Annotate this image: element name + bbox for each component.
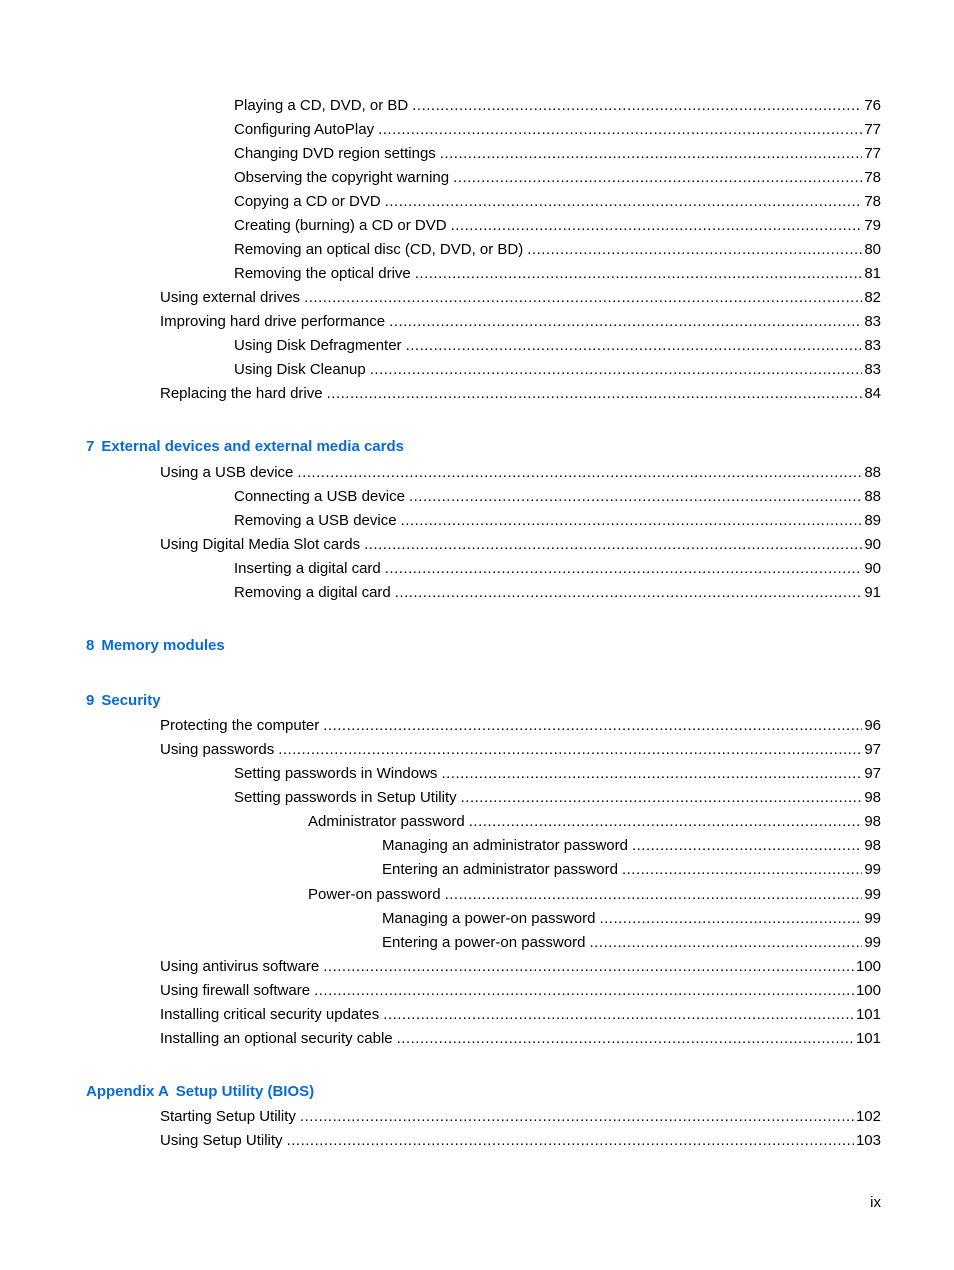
toc-entry-title: Using Disk Cleanup	[234, 361, 366, 378]
toc-entry-title: Protecting the computer	[160, 717, 320, 734]
dot-leader	[300, 1107, 854, 1127]
toc-entry[interactable]	[234, 336, 881, 356]
toc-page-number: 77	[864, 145, 881, 162]
chapter-title: External devices and external media cards	[101, 438, 404, 455]
toc-entry-title: Using Disk Defragmenter	[234, 337, 402, 354]
toc-page-number: 83	[864, 313, 881, 330]
toc-entry-title: Power-on password	[308, 886, 441, 903]
toc-entry[interactable]	[234, 559, 881, 579]
dot-leader	[461, 788, 863, 808]
toc-page-number: 99	[864, 934, 881, 951]
toc-page-number: 98	[864, 837, 881, 854]
toc-page-number: 80	[864, 241, 881, 258]
toc-entry[interactable]	[160, 1107, 881, 1127]
toc-entry[interactable]	[160, 957, 881, 977]
chapter-heading[interactable]	[86, 437, 404, 457]
toc-page-number: 89	[864, 512, 881, 529]
toc-page-number: 78	[864, 193, 881, 210]
toc-entry-title: Administrator password	[308, 813, 465, 830]
toc-entry[interactable]	[234, 511, 881, 531]
toc-entry[interactable]	[234, 487, 881, 507]
chapter-title: Setup Utility (BIOS)	[175, 1083, 315, 1100]
dot-leader	[304, 288, 862, 308]
dot-leader	[314, 981, 854, 1001]
chapter-heading[interactable]	[86, 636, 225, 656]
toc-entry[interactable]	[234, 96, 881, 116]
dot-leader	[397, 1029, 854, 1049]
dot-leader	[323, 957, 854, 977]
toc-entry-title: Installing an optional security cable	[160, 1030, 393, 1047]
toc-page-number: 91	[864, 584, 881, 601]
toc-entry-title: Using passwords	[160, 741, 275, 758]
toc-entry-title: Managing an administrator password	[382, 837, 628, 854]
toc-page-number: 81	[864, 265, 881, 282]
chapter-title: Memory modules	[101, 637, 225, 654]
toc-page-number: 83	[864, 361, 881, 378]
toc-page-number: 97	[864, 741, 881, 758]
toc-page-number: 84	[864, 385, 881, 402]
dot-leader	[441, 764, 862, 784]
dot-leader	[451, 216, 863, 236]
toc-entry-title: Using Setup Utility	[160, 1132, 283, 1149]
toc-entry[interactable]	[160, 1131, 881, 1151]
toc-entry[interactable]	[234, 240, 881, 260]
toc-page-number: 77	[864, 121, 881, 138]
toc-entry-title: Playing a CD, DVD, or BD	[234, 97, 409, 114]
dot-leader	[401, 511, 863, 531]
toc-entry[interactable]	[160, 1005, 881, 1025]
toc-entry[interactable]	[160, 716, 881, 736]
dot-leader	[395, 583, 863, 603]
toc-page-number: 99	[864, 861, 881, 878]
toc-page-number: 98	[864, 813, 881, 830]
dot-leader	[364, 535, 862, 555]
chapter-number: Appendix A	[86, 1083, 169, 1100]
toc-page-number: 83	[864, 337, 881, 354]
dot-leader	[406, 336, 863, 356]
toc-page-number: 88	[864, 464, 881, 481]
dot-leader	[389, 312, 862, 332]
toc-entry-title: Using antivirus software	[160, 958, 320, 975]
toc-entry[interactable]	[234, 144, 881, 164]
toc-entry-title: Entering an administrator password	[382, 861, 618, 878]
dot-leader	[327, 384, 863, 404]
dot-leader	[409, 487, 862, 507]
chapter-heading[interactable]	[86, 691, 161, 711]
chapter-number: 9	[86, 692, 95, 709]
toc-page-number: 97	[864, 765, 881, 782]
toc-entry[interactable]	[234, 168, 881, 188]
toc-entry[interactable]	[234, 120, 881, 140]
dot-leader	[385, 192, 863, 212]
toc-entry[interactable]	[234, 583, 881, 603]
toc-entry[interactable]	[160, 463, 881, 483]
toc-entry[interactable]	[160, 312, 881, 332]
toc-entry[interactable]	[160, 1029, 881, 1049]
toc-page-number: 78	[864, 169, 881, 186]
dot-leader	[415, 264, 863, 284]
dot-leader	[440, 144, 863, 164]
toc-entry[interactable]	[308, 885, 881, 905]
dot-leader	[453, 168, 862, 188]
toc-entry-title: Observing the copyright warning	[234, 169, 450, 186]
toc-page-number: 99	[864, 886, 881, 903]
chapter-heading[interactable]	[86, 1082, 314, 1102]
toc-entry-title: Using a USB device	[160, 464, 294, 481]
toc-page-number: 76	[864, 97, 881, 114]
toc-entry-title: Removing the optical drive	[234, 265, 411, 282]
toc-entry-title: Creating (burning) a CD or DVD	[234, 217, 447, 234]
toc-entry[interactable]	[382, 860, 881, 880]
toc-entry-title: Replacing the hard drive	[160, 385, 323, 402]
toc-entry[interactable]	[382, 909, 881, 929]
dot-leader	[383, 1005, 854, 1025]
toc-page-number: 101	[855, 1006, 881, 1023]
toc-entry-title: Inserting a digital card	[234, 560, 381, 577]
dot-leader	[589, 933, 862, 953]
toc-page-number: 82	[864, 289, 881, 306]
dot-leader	[323, 716, 862, 736]
toc-entry-title: Managing a power-on password	[382, 910, 596, 927]
toc-entry-title: Installing critical security updates	[160, 1006, 380, 1023]
chapter-number: 7	[86, 438, 95, 455]
toc-entry[interactable]	[160, 740, 881, 760]
page-number-footer: ix	[870, 1194, 881, 1211]
toc-entry[interactable]	[234, 264, 881, 284]
toc-entry[interactable]	[160, 981, 881, 1001]
toc-entry[interactable]	[234, 192, 881, 212]
toc-entry[interactable]	[308, 812, 881, 832]
dot-leader	[632, 836, 862, 856]
toc-entry-title: Starting Setup Utility	[160, 1108, 296, 1125]
dot-leader	[278, 740, 862, 760]
toc-entry[interactable]	[160, 535, 881, 555]
chapter-title: Security	[101, 692, 161, 709]
toc-page-number: 99	[864, 910, 881, 927]
dot-leader	[527, 240, 862, 260]
dot-leader	[445, 885, 863, 905]
toc-entry-title: Using firewall software	[160, 982, 311, 999]
chapter-number: 8	[86, 637, 95, 654]
dot-leader	[370, 360, 863, 380]
toc-entry[interactable]	[382, 836, 881, 856]
dot-leader	[469, 812, 863, 832]
toc-entry-title: Using Digital Media Slot cards	[160, 536, 361, 553]
toc-entry[interactable]	[234, 764, 881, 784]
toc-entry-title: Removing an optical disc (CD, DVD, or BD)	[234, 241, 524, 258]
dot-leader	[622, 860, 862, 880]
toc-page-number: 96	[864, 717, 881, 734]
toc-entry[interactable]	[382, 933, 881, 953]
toc-page-number: 90	[864, 560, 881, 577]
dot-leader	[287, 1131, 854, 1151]
toc-entry-title: Using external drives	[160, 289, 301, 306]
toc-entry-title: Changing DVD region settings	[234, 145, 436, 162]
toc-entry[interactable]	[160, 384, 881, 404]
toc-entry-title: Entering a power-on password	[382, 934, 586, 951]
toc-page-number: 102	[855, 1108, 881, 1125]
toc-page-number: 90	[864, 536, 881, 553]
toc-entry-title: Removing a digital card	[234, 584, 391, 601]
dot-leader	[385, 559, 863, 579]
toc-entry[interactable]	[160, 288, 881, 308]
toc-entry[interactable]	[234, 216, 881, 236]
toc-entry-title: Setting passwords in Setup Utility	[234, 789, 457, 806]
toc-entry[interactable]	[234, 360, 881, 380]
toc-page-number: 98	[864, 789, 881, 806]
toc-page-number: 101	[855, 1030, 881, 1047]
dot-leader	[297, 463, 862, 483]
dot-leader	[412, 96, 862, 116]
dot-leader	[599, 909, 862, 929]
toc-entry-title: Copying a CD or DVD	[234, 193, 381, 210]
toc-entry[interactable]	[234, 788, 881, 808]
toc-entry-title: Setting passwords in Windows	[234, 765, 438, 782]
toc-page-number: 100	[855, 982, 881, 999]
toc-page-number: 103	[855, 1132, 881, 1149]
toc-entry-title: Configuring AutoPlay	[234, 121, 375, 138]
toc-page-number: 100	[855, 958, 881, 975]
toc-entry-title: Connecting a USB device	[234, 488, 405, 505]
dot-leader	[378, 120, 862, 140]
toc-entry-title: Removing a USB device	[234, 512, 397, 529]
toc-page-number: 88	[864, 488, 881, 505]
toc-page-number: 79	[864, 217, 881, 234]
toc-entry-title: Improving hard drive performance	[160, 313, 386, 330]
